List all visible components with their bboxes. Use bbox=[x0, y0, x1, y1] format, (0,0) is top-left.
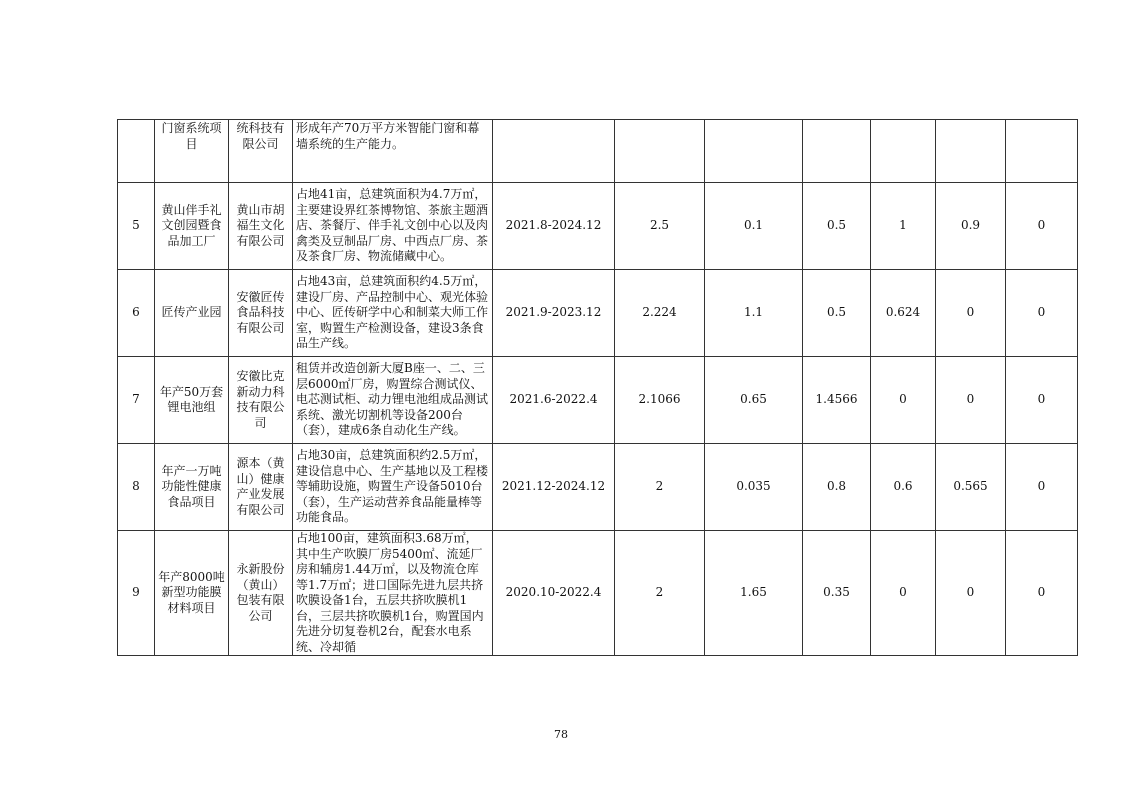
value-cell: 0.1 bbox=[705, 183, 803, 270]
company-name: 安徽匠传食品科技有限公司 bbox=[229, 270, 293, 357]
value-cell: 0.565 bbox=[936, 444, 1006, 531]
value-cell bbox=[615, 120, 705, 183]
value-cell: 0.6 bbox=[871, 444, 936, 531]
project-name: 门窗系统项目 bbox=[155, 120, 229, 183]
project-name: 年产一万吨功能性健康食品项目 bbox=[155, 444, 229, 531]
project-content: 占地43亩，总建筑面积约4.5万㎡，建设厂房、产品控制中心、观光体验中心、匠传研学中心和制菜大师工作室，购置生产检测设备，建设3条食品生产线。 bbox=[293, 270, 493, 357]
value-cell bbox=[1006, 120, 1078, 183]
construction-period: 2021.9-2023.12 bbox=[493, 270, 615, 357]
row-number bbox=[118, 120, 155, 183]
table-row bbox=[118, 120, 1078, 183]
value-cell: 0.5 bbox=[803, 183, 871, 270]
row-number: 6 bbox=[118, 270, 155, 357]
value-cell: 2 bbox=[615, 531, 705, 656]
value-cell: 2 bbox=[615, 444, 705, 531]
company-name: 源本（黄山）健康产业发展有限公司 bbox=[229, 444, 293, 531]
company-name: 统科技有限公司 bbox=[229, 120, 293, 183]
value-cell bbox=[871, 120, 936, 183]
row-number: 9 bbox=[118, 531, 155, 656]
project-name: 匠传产业园 bbox=[155, 270, 229, 357]
project-name: 年产8000吨新型功能膜材料项目 bbox=[155, 531, 229, 656]
construction-period bbox=[493, 120, 615, 183]
value-cell: 0 bbox=[1006, 183, 1078, 270]
row-number: 8 bbox=[118, 444, 155, 531]
value-cell: 2.224 bbox=[615, 270, 705, 357]
value-cell: 2.1066 bbox=[615, 357, 705, 444]
construction-period: 2021.6-2022.4 bbox=[493, 357, 615, 444]
value-cell: 0 bbox=[1006, 357, 1078, 444]
value-cell: 0 bbox=[1006, 531, 1078, 656]
value-cell: 0 bbox=[1006, 270, 1078, 357]
project-content: 租赁并改造创新大厦B座一、二、三层6000㎡厂房，购置综合测试仪、电芯测试柜、动力锂电池组成品测试系统、激光切割机等设备200台（套），建成6条自动化生产线。 bbox=[293, 357, 493, 444]
construction-period: 2021.8-2024.12 bbox=[493, 183, 615, 270]
value-cell: 1.65 bbox=[705, 531, 803, 656]
value-cell bbox=[936, 120, 1006, 183]
value-cell bbox=[705, 120, 803, 183]
construction-period: 2021.12-2024.12 bbox=[493, 444, 615, 531]
table-row bbox=[118, 444, 1078, 531]
value-cell: 0 bbox=[871, 357, 936, 444]
company-name: 永新股份（黄山）包装有限公司 bbox=[229, 531, 293, 656]
value-cell: 2.5 bbox=[615, 183, 705, 270]
row-number: 7 bbox=[118, 357, 155, 444]
value-cell: 1.1 bbox=[705, 270, 803, 357]
value-cell: 0.624 bbox=[871, 270, 936, 357]
project-content: 占地100亩，建筑面积3.68万㎡，其中生产吹膜厂房5400㎡、流延厂房和辅房1.44万㎡，以及物流仓库等1.7万㎡；进口国际先进九层共挤吹膜设备1台，五层共挤吹膜机1台，三层共挤吹膜机1台，购置国内先进分切复卷机2台，配套水电系统、冷却循 bbox=[293, 531, 493, 656]
value-cell: 0 bbox=[936, 270, 1006, 357]
value-cell: 0.8 bbox=[803, 444, 871, 531]
table-row bbox=[118, 270, 1078, 357]
project-name: 年产50万套锂电池组 bbox=[155, 357, 229, 444]
row-number: 5 bbox=[118, 183, 155, 270]
construction-period: 2020.10-2022.4 bbox=[493, 531, 615, 656]
value-cell: 0 bbox=[936, 531, 1006, 656]
value-cell: 0 bbox=[1006, 444, 1078, 531]
value-cell: 0.9 bbox=[936, 183, 1006, 270]
project-content: 占地30亩，总建筑面积约2.5万㎡，建设信息中心、生产基地以及工程楼等辅助设施，购置生产设备5010台（套），生产运动营养食品能量棒等功能食品。 bbox=[293, 444, 493, 531]
project-content: 占地41亩，总建筑面积为4.7万㎡，主要建设界红茶博物馆、茶旅主题酒店、茶餐厅、伴手礼文创中心以及肉禽类及豆制品厂房、中西点厂房、茶及茶食厂房、物流储藏中心。 bbox=[293, 183, 493, 270]
project-name: 黄山伴手礼文创园暨食品加工厂 bbox=[155, 183, 229, 270]
project-table bbox=[117, 119, 1078, 656]
value-cell: 0 bbox=[871, 531, 936, 656]
value-cell: 0.65 bbox=[705, 357, 803, 444]
table-row bbox=[118, 531, 1078, 656]
value-cell: 1 bbox=[871, 183, 936, 270]
value-cell bbox=[803, 120, 871, 183]
value-cell: 0.035 bbox=[705, 444, 803, 531]
value-cell: 0.5 bbox=[803, 270, 871, 357]
page-number: 78 bbox=[554, 728, 568, 741]
value-cell: 1.4566 bbox=[803, 357, 871, 444]
value-cell: 0 bbox=[936, 357, 1006, 444]
company-name: 安徽比克新动力科技有限公司 bbox=[229, 357, 293, 444]
table-row bbox=[118, 357, 1078, 444]
project-content: 形成年产70万平方米智能门窗和幕墙系统的生产能力。 bbox=[293, 120, 493, 183]
value-cell: 0.35 bbox=[803, 531, 871, 656]
company-name: 黄山市胡福生文化有限公司 bbox=[229, 183, 293, 270]
table-row bbox=[118, 183, 1078, 270]
